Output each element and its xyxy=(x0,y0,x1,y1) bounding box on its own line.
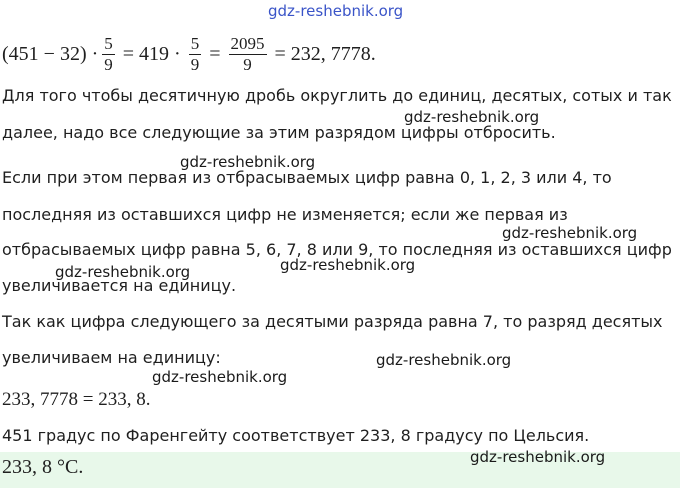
watermark: gdz-reshebnik.org xyxy=(404,108,540,126)
fraction-1-denominator: 9 xyxy=(104,54,113,74)
watermark: gdz-reshebnik.org xyxy=(470,448,606,466)
fraction-2 xyxy=(189,34,202,75)
equation-lhs: (451 − 32) · xyxy=(2,42,99,65)
answer-value: 233, 8 °C. xyxy=(2,456,84,478)
paragraph-3-line-1: Так как цифра следующего за десятыми разряда равна 7, то разряд десятых xyxy=(2,312,663,331)
fraction-3-numerator: 2095 xyxy=(230,33,265,53)
watermark: gdz-reshebnik.org xyxy=(376,351,512,369)
paragraph-2-line-3: отбрасываемых цифр равна 5, 6, 7, 8 или 9, то последняя из оставшихся цифр xyxy=(2,240,672,259)
fraction-3 xyxy=(229,34,267,75)
watermark: gdz-reshebnik.org xyxy=(55,263,191,281)
fraction-3-denominator: 9 xyxy=(243,54,252,74)
watermark: gdz-reshebnik.org xyxy=(502,224,638,242)
fraction-1 xyxy=(102,34,115,75)
paragraph-2-line-1: Если при этом первая из отбрасываемых цифр равна 0, 1, 2, 3 или 4, то xyxy=(2,168,612,187)
equation-result: = 232, 7778. xyxy=(274,42,376,65)
watermark: gdz-reshebnik.org xyxy=(152,368,288,386)
fraction-2-numerator: 5 xyxy=(190,33,200,53)
paragraph-3-line-2: увеличиваем на единицу: xyxy=(2,348,221,367)
paragraph-1-line-1: Для того чтобы десятичную дробь округлить до единиц, десятых, сотых и так xyxy=(2,86,672,105)
rounding-equation: 233, 7778 = 233, 8. xyxy=(2,389,151,410)
paragraph-2-line-2: последняя из оставшихся цифр не изменяется; если же первая из xyxy=(2,205,568,224)
equation-step-2: = xyxy=(209,42,221,65)
watermark: gdz-reshebnik.org xyxy=(280,256,416,274)
equation-step-1: = 419 · xyxy=(122,42,181,65)
conversion-equation xyxy=(2,30,380,78)
paragraph-1-line-2: далее, надо все следующие за этим разрядом цифры отбросить. xyxy=(2,123,556,142)
conclusion-text: 451 градус по Фаренгейту соответствует 233, 8 градусу по Цельсия. xyxy=(2,426,590,445)
paragraph-2-line-4: увеличивается на единицу. xyxy=(2,276,237,295)
fraction-2-denominator: 9 xyxy=(190,54,200,74)
fraction-1-numerator: 5 xyxy=(104,33,113,53)
watermark: gdz-reshebnik.org xyxy=(180,153,316,171)
watermark-top: gdz-reshebnik.org xyxy=(268,2,404,20)
